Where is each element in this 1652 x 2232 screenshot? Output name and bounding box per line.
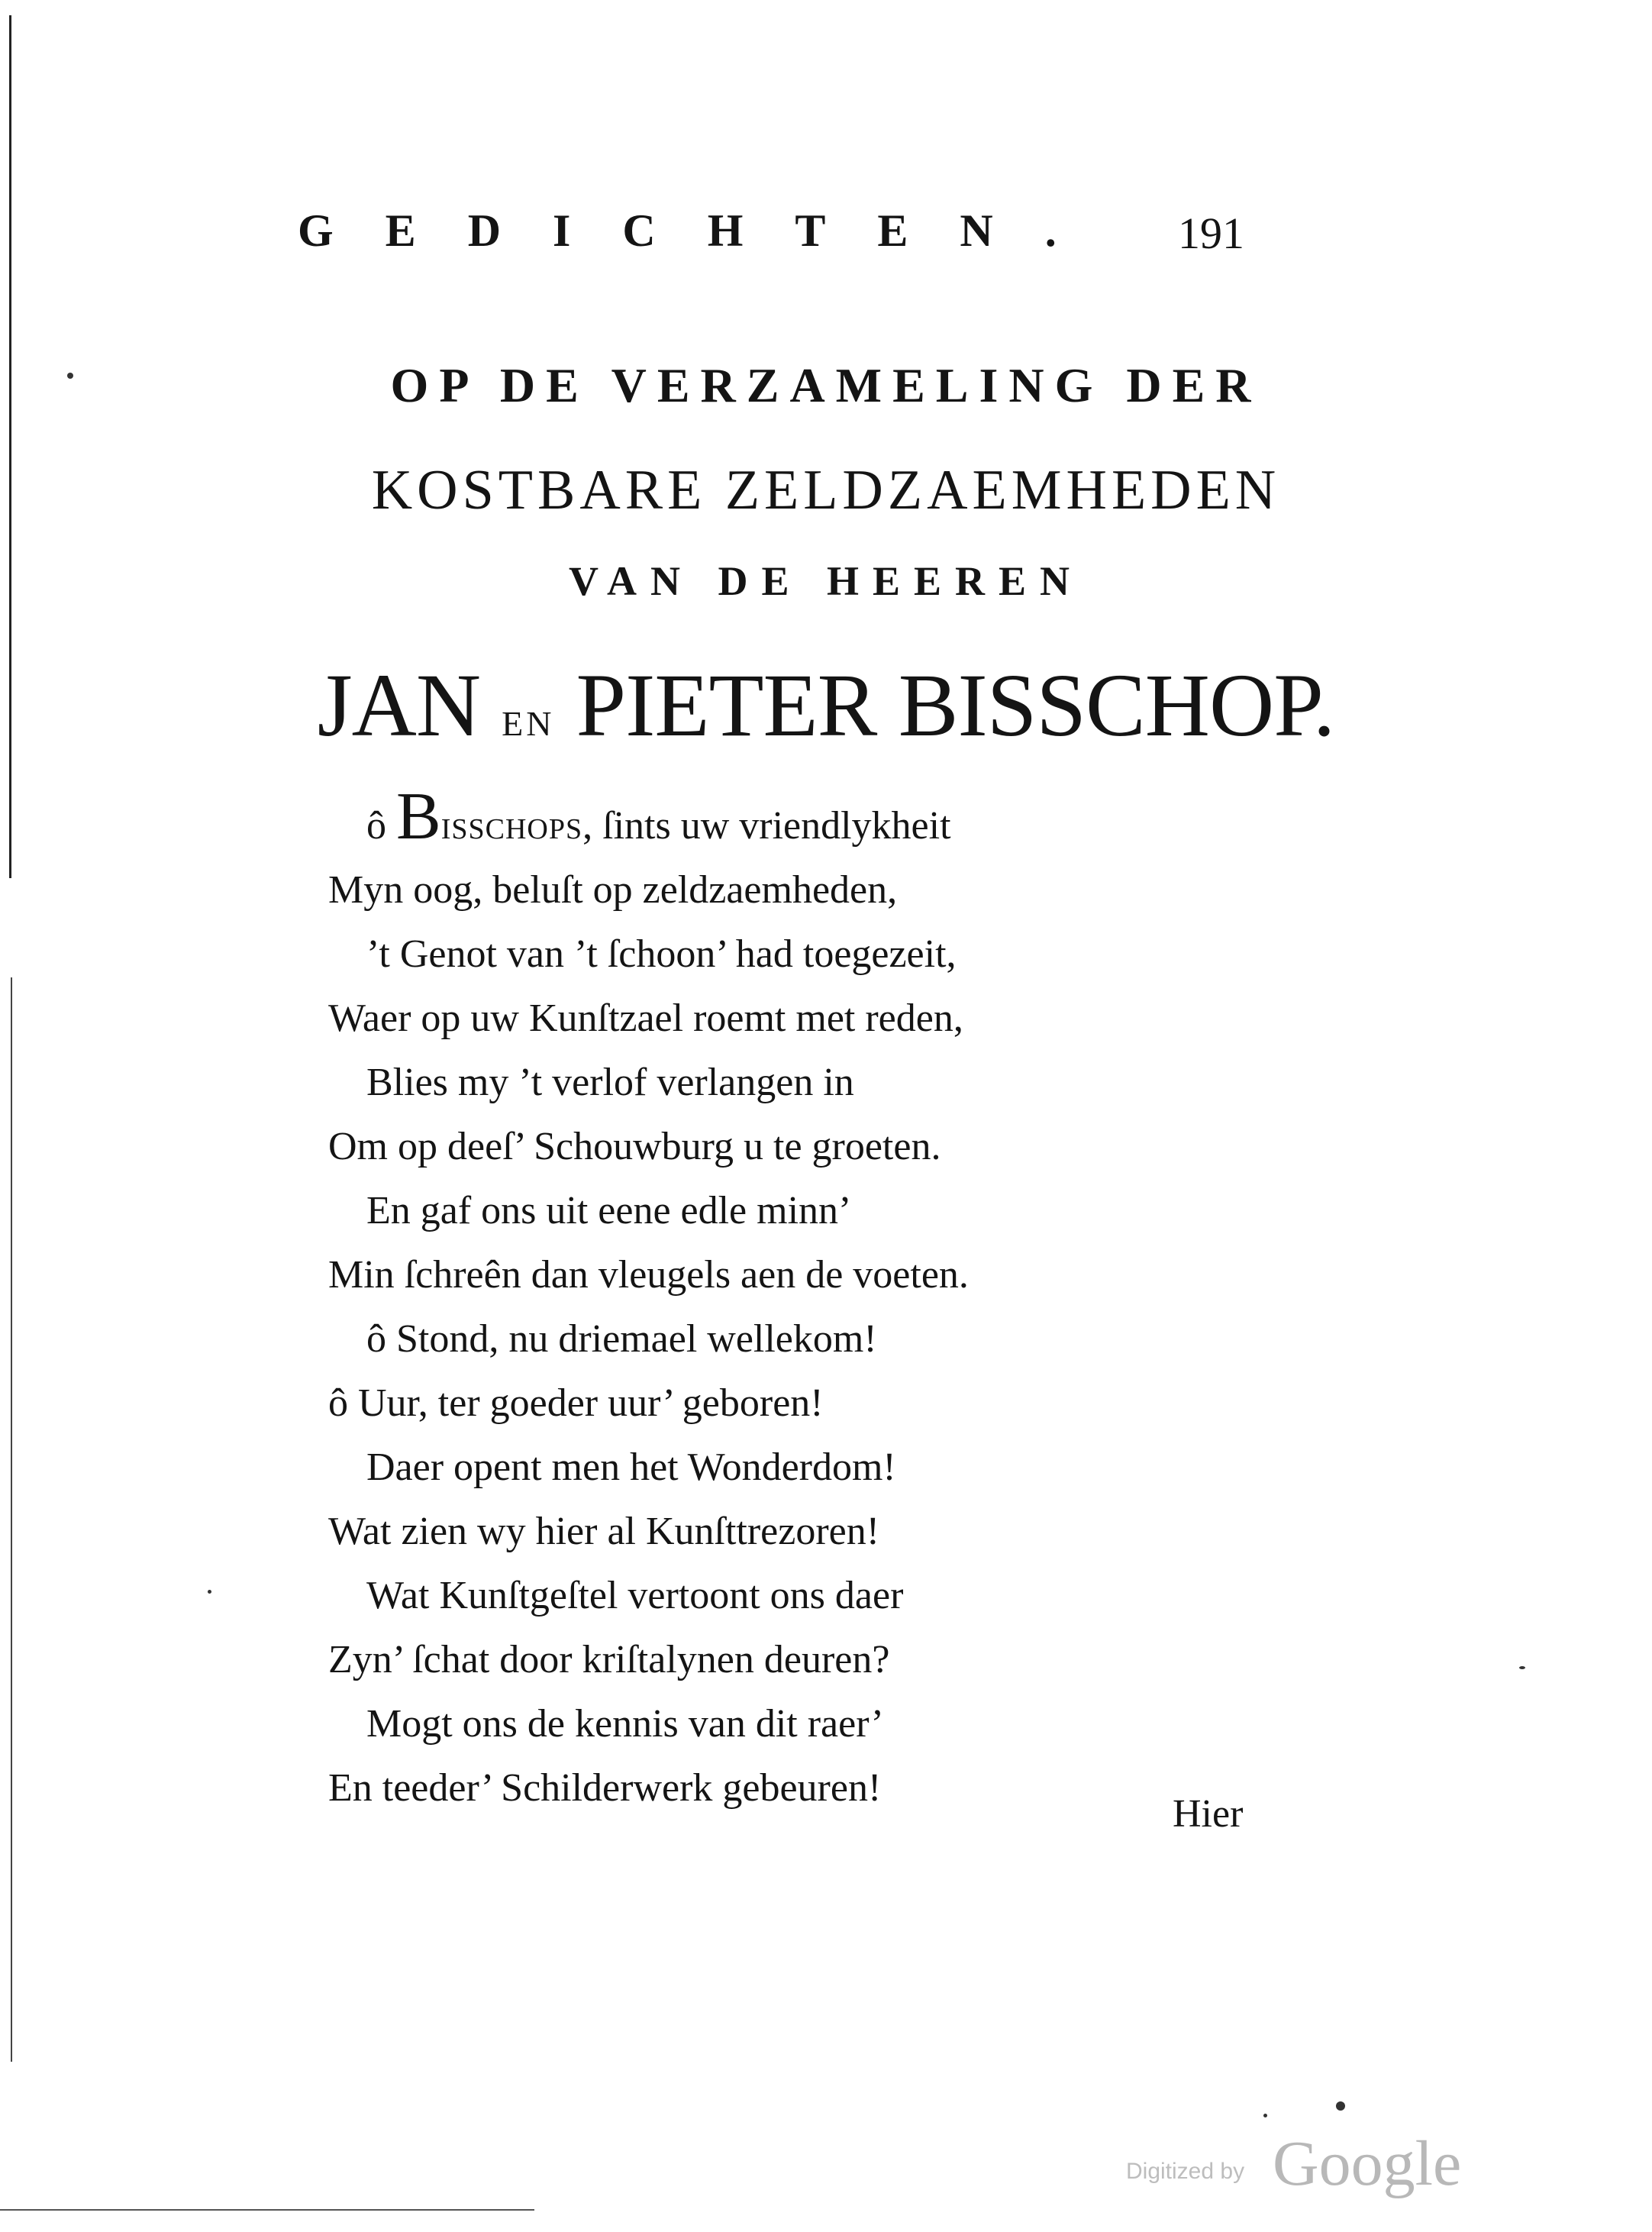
digitization-watermark [1126,2127,1554,2203]
poem-line: Myn oog, beluſt op zeldzaemheden, [328,868,898,912]
poem-line: ô Uur, ter goeder uur’ geboren! [328,1381,824,1425]
poem-line: En teeder’ Schilderwerk gebeuren! [328,1766,882,1810]
poem-line: En gaf ons uit eene edle minn’ [366,1189,852,1232]
poem-line: Zyn’ ſchat door kriſtalynen deuren? [328,1638,890,1681]
running-title: GEDICHTEN. [298,205,1108,256]
title-name-pieter: PIETER BISSCHOP. [576,655,1335,755]
poem [328,780,969,1820]
specks [67,373,73,379]
catchword: Hier [1173,1792,1244,1836]
watermark-logo: Google [1273,2128,1462,2199]
poem-line: Wat Kunſtgeſtel vertoont ons daer [366,1574,904,1617]
running-header [298,205,1244,266]
poem-line [328,780,969,858]
poem-line: Wat zien wy hier al Kunſttrezoren! [328,1510,880,1553]
specks [208,1590,211,1594]
specks [1336,2101,1345,2111]
title-conjunction: EN [502,704,555,743]
poem-line: ô Stond, nu driemael wellekom! [366,1317,877,1361]
title-line-3: VAN DE HEEREN [568,558,1084,604]
poem-line: Om op deeſ’ Schouwburg u te groeten. [328,1125,941,1168]
poem-line: Mogt ons de kennis van dit raer’ [366,1702,884,1746]
poem-line-rest: , ſints uw vriendlykheit [582,804,951,848]
watermark-prefix: Digitized by [1126,2159,1245,2184]
bottom-edge-rule [0,2209,534,2211]
poem-line: Daer opent men het Wonderdom! [366,1445,896,1489]
title-line-1: OP DE VERZAMELING DER [390,358,1262,412]
title-name-jan: JAN [317,655,481,755]
poem-line: Blies my ’t verlof verlangen in [366,1061,854,1104]
poem-line: ’t Genot van ’t ſchoon’ had toegezeit, [366,932,957,976]
title-line-2: KOSTBARE ZELDZAEMHEDEN [371,459,1281,522]
poem-opening-interjection: ô [366,804,396,848]
drop-cap: B [396,780,441,854]
poem-line: Waer op uw Kunſtzael roemt met reden, [328,996,963,1040]
title-line-4 [0,654,1652,757]
poem-line: Min ſchreên dan vleugels aen de voeten. [328,1253,969,1297]
specks [1519,1666,1525,1669]
left-margin-rule-lower [11,977,12,2062]
small-caps-word: ISSCHOPS [440,813,583,845]
specks [1263,2114,1267,2117]
page-number: 191 [1178,208,1244,258]
